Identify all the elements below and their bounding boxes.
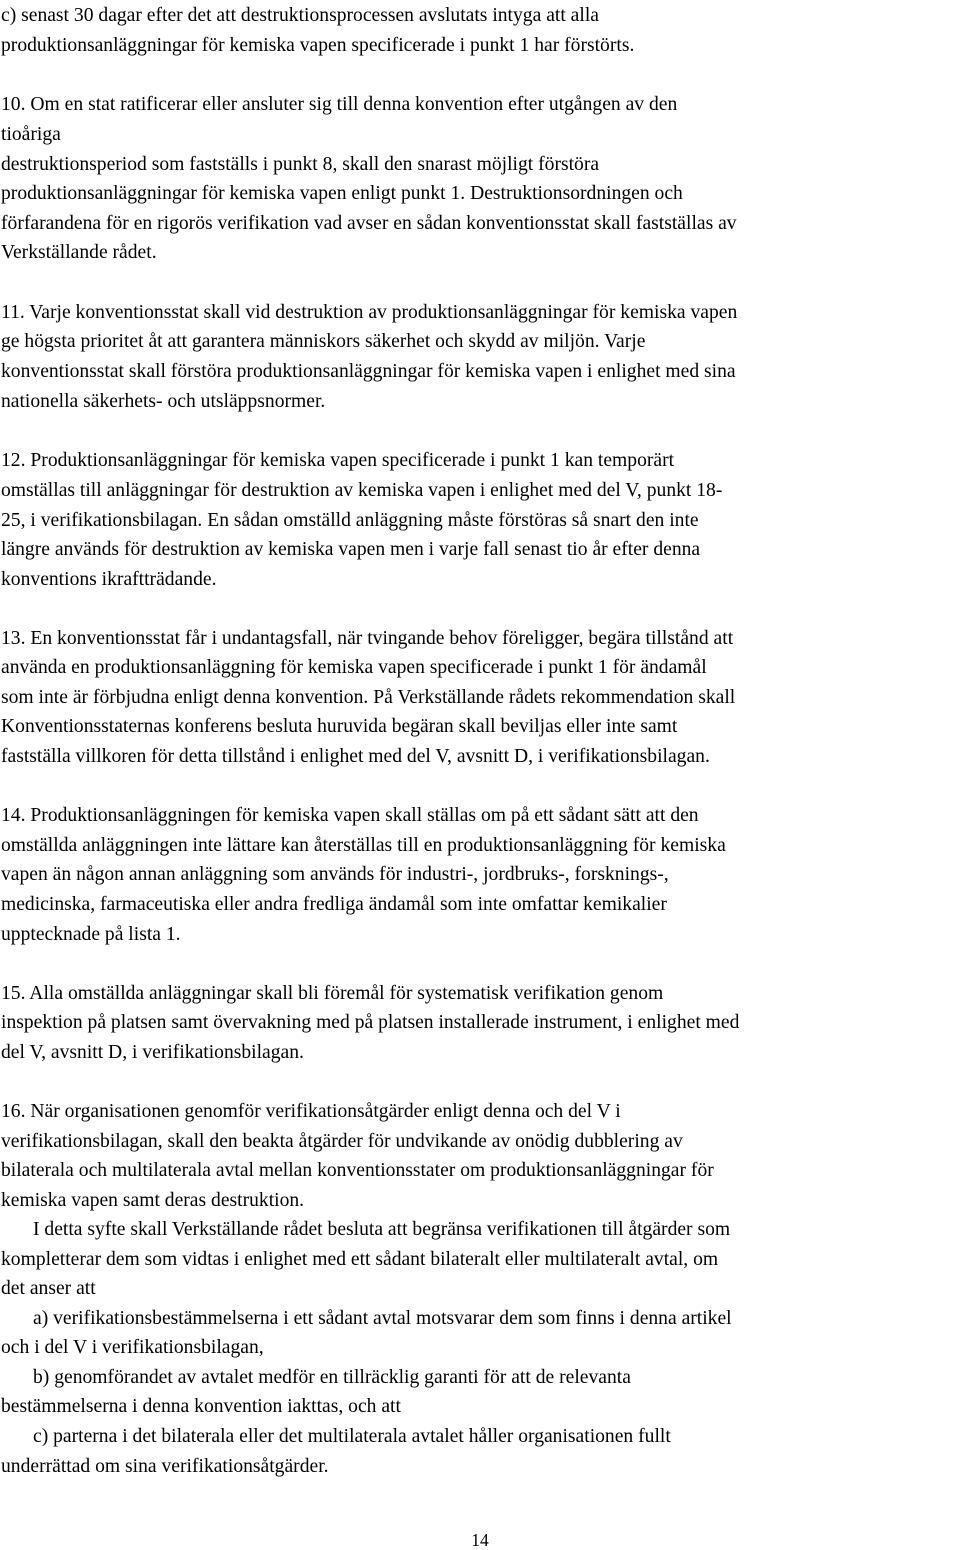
text-line: Konventionsstaternas konferens besluta huruvida begäran skall beviljas eller inte samt [1, 716, 678, 737]
text-line: förfarandena för en rigorös verifikation vad avser en sådan konventionsstat skall fastställas av [1, 213, 737, 234]
text-line: det anser att [1, 1278, 96, 1299]
text-line: upptecknade på lista 1. [1, 924, 181, 945]
text-line: 14. Produktionsanläggningen för kemiska vapen skall ställas om på ett sådant sätt att den [1, 805, 699, 826]
text-line: underrättad om sina verifikationsåtgärder. [1, 1456, 329, 1477]
text-line: produktionsanläggningar för kemiska vapen specificerade i punkt 1 har förstörts. [1, 35, 635, 56]
text-line: nationella säkerhets- och utsläppsnormer. [1, 391, 326, 412]
text-line: bestämmelserna i denna konvention iakttas, och att [1, 1396, 401, 1417]
text-line: 11. Varje konventionsstat skall vid destruktion av produktionsanläggningar för kemiska vapen [1, 302, 738, 323]
text-line: som inte är förbjudna enligt denna konvention. På Verkställande rådets rekommendation skall [1, 687, 736, 708]
text-line: 13. En konventionsstat får i undantagsfall, när tvingande behov föreligger, begära tillstånd att [1, 628, 734, 649]
page-number: 14 [471, 1530, 489, 1550]
text-line: 15. Alla omställda anläggningar skall bli föremål för systematisk verifikation genom [1, 983, 664, 1004]
text-line: verifikationsbilagan, skall den beakta åtgärder för undvikande av onödig dubblering av [1, 1131, 683, 1152]
text-line: använda en produktionsanläggning för kemiska vapen specificerade i punkt 1 för ändamål [1, 657, 707, 678]
text-line: tioåriga [1, 124, 61, 145]
text-line: omställda anläggningen inte lättare kan återställas till en produktionsanläggning för kemiska [1, 835, 726, 856]
text-line: medicinska, farmaceutiska eller andra fredliga ändamål som inte omfattar kemikalier [1, 894, 667, 915]
text-line: c) senast 30 dagar efter det att destruktionsprocessen avslutats intyga att alla [1, 5, 599, 26]
text-line: produktionsanläggningar för kemiska vapen enligt punkt 1. Destruktionsordningen och [1, 183, 683, 204]
text-line: b) genomförandet av avtalet medför en tillräcklig garanti för att de relevanta [33, 1367, 631, 1388]
text-line: a) verifikationsbestämmelserna i ett sådant avtal motsvarar dem som finns i denna artikel [33, 1308, 732, 1329]
text-line: fastställa villkoren för detta tillstånd i enlighet med del V, avsnitt D, i verifikationsbilagan. [1, 746, 710, 767]
text-line: bilaterala och multilaterala avtal mellan konventionsstater om produktionsanläggningar för [1, 1160, 714, 1181]
text-line: 25, i verifikationsbilagan. En sådan omställd anläggning måste förstöras så snart den inte [1, 510, 699, 531]
text-line: vapen än någon annan anläggning som används för industri-, jordbruks-, forsknings-, [1, 864, 669, 885]
text-line: konventions ikraftträdande. [1, 569, 217, 590]
text-line: ge högsta prioritet åt att garantera människors säkerhet och skydd av miljön. Varje [1, 331, 646, 352]
text-line: 16. När organisationen genomför verifikationsåtgärder enligt denna och del V i [1, 1101, 621, 1122]
text-line: del V, avsnitt D, i verifikationsbilagan. [1, 1042, 304, 1063]
text-line: 12. Produktionsanläggningar för kemiska vapen specificerade i punkt 1 kan temporärt [1, 450, 675, 471]
text-line: destruktionsperiod som fastställs i punkt 8, skall den snarast möjligt förstöra [1, 154, 600, 175]
text-line: I detta syfte skall Verkställande rådet besluta att begränsa verifikationen till åtgärder som [33, 1219, 731, 1240]
text-line: längre används för destruktion av kemiska vapen men i varje fall senast tio år efter denna [1, 539, 701, 560]
text-line: och i del V i verifikationsbilagan, [1, 1337, 264, 1358]
text-line: kompletterar dem som vidtas i enlighet med ett sådant bilateralt eller multilateralt avtal, om [1, 1249, 719, 1270]
text-line: omställas till anläggningar för destruktion av kemiska vapen i enlighet med del V, punkt 18- [1, 480, 723, 501]
text-line: kemiska vapen samt deras destruktion. [1, 1190, 305, 1211]
text-line: c) parterna i det bilaterala eller det multilaterala avtalet håller organisationen fullt [33, 1426, 671, 1447]
text-line: 10. Om en stat ratificerar eller ansluter sig till denna konvention efter utgången av den [1, 94, 678, 115]
text-line: konventionsstat skall förstöra produktionsanläggningar för kemiska vapen i enlighet med sina [1, 361, 736, 382]
text-line: Verkställande rådet. [1, 242, 157, 263]
text-line: inspektion på platsen samt övervakning med på platsen installerade instrument, i enlighet med [1, 1012, 740, 1033]
